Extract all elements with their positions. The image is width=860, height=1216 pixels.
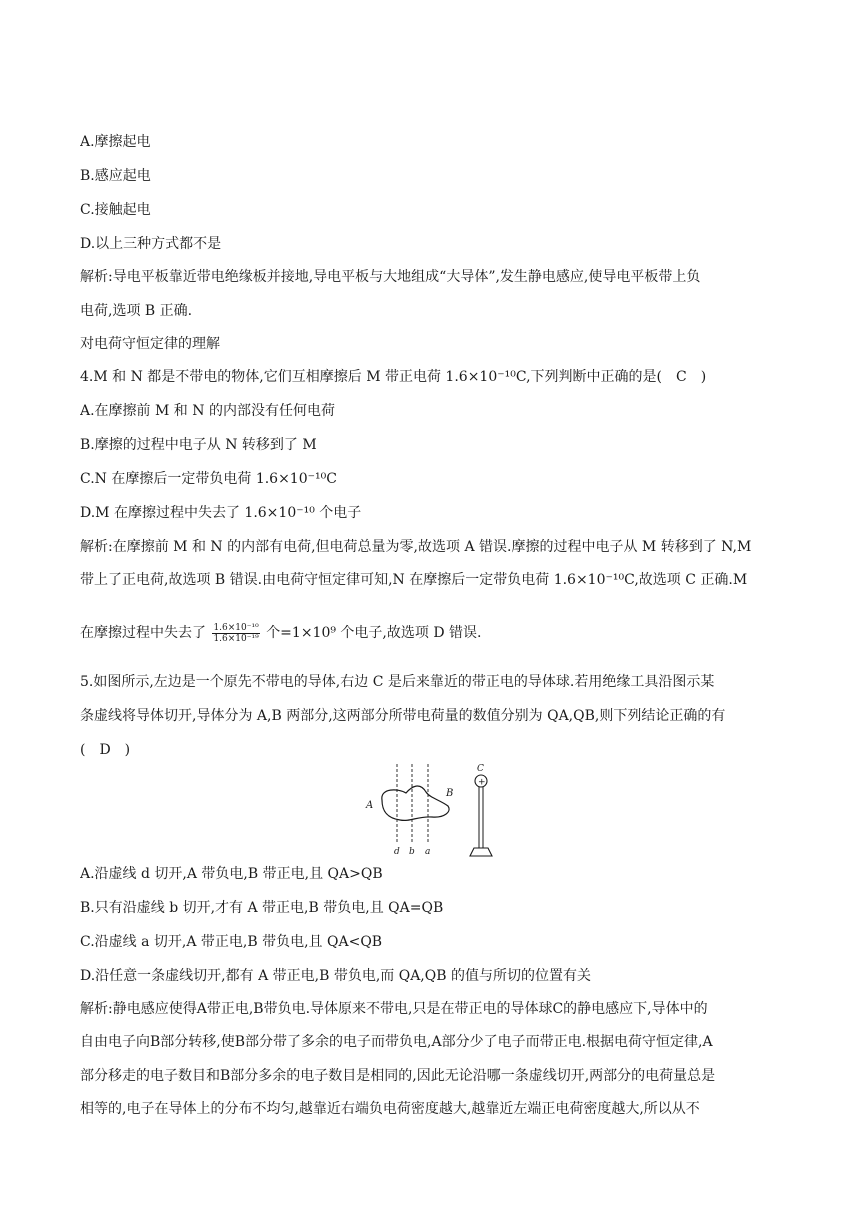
q3-analysis-line: 解析:导电平板靠近带电绝缘板并接地,导电平板与大地组成“大导体”,发生静电感应,使导电平板带上负 (80, 269, 701, 285)
q5-stem-answer: ( D ) (80, 742, 131, 758)
q5-option-a: A.沿虚线 d 切开,A 带负电,B 带正电,且 QA>QB (80, 866, 383, 882)
q4-analysis-line: 解析:在摩擦前 M 和 N 的内部有电荷,但电荷总量为零,故选项 A 错误.摩擦的过程中电子从 M 转移到了 N,M (80, 539, 752, 555)
q5-option-b: B.只有沿虚线 b 切开,才有 A 带正电,B 带负电,且 QA=QB (80, 900, 444, 916)
q3-option-d: D.以上三种方式都不是 (80, 236, 222, 252)
label-c: C (477, 764, 484, 774)
q4-option-a: A.在摩擦前 M 和 N 的内部没有任何电荷 (80, 403, 335, 419)
q4-analysis-text-before: 在摩擦过程中失去了 (80, 625, 206, 641)
q3-option-a: A.摩擦起电 (80, 134, 151, 150)
stand-base (470, 848, 492, 856)
section-title: 对电荷守恒定律的理解 (80, 336, 220, 352)
q4-analysis-line: 带上了正电荷,故选项 B 错误.由电荷守恒定律可知,N 在摩擦后一定带负电荷 1.6×10⁻¹⁰C,故选项 C 正确.M (80, 572, 748, 588)
label-dashed-d: d (394, 847, 400, 857)
q5-analysis-line: 部分移走的电子数目和B部分多余的电子数目是相同的,因此无论沿哪一条虚线切开,两部分的电荷量总是 (80, 1068, 716, 1084)
q5-option-c: C.沿虚线 a 切开,A 带正电,B 带负电,且 QA<QB (80, 934, 383, 950)
q4-stem: 4.M 和 N 都是不带电的物体,它们互相摩擦后 M 带正电荷 1.6×10⁻¹⁰C,下列判断中正确的是( C ) (80, 369, 707, 385)
conductor-diagram (360, 762, 500, 862)
fraction-numerator: 1.6×10⁻¹⁰ (213, 622, 259, 633)
q4-option-b: B.摩擦的过程中电子从 N 转移到了 M (80, 437, 317, 453)
conductor-outline (382, 786, 449, 820)
q3-option-c: C.接触起电 (80, 202, 151, 218)
q5-analysis-line: 相等的,电子在导体上的分布不均匀,越靠近右端负电荷密度越大,越靠近左端正电荷密度越大,所以从不 (80, 1101, 700, 1117)
fraction-denominator: 1.6×10⁻¹⁹ (213, 633, 259, 644)
q5-option-d: D.沿任意一条虚线切开,都有 A 带正电,B 带负电,而 QA,QB 的值与所切的位置有关 (80, 968, 591, 984)
label-dashed-a: a (425, 847, 431, 857)
q4-option-d: D.M 在摩擦过程中失去了 1.6×10⁻¹⁰ 个电子 (80, 505, 362, 521)
q5-analysis-line: 解析:静电感应使得A带正电,B带负电.导体原来不带电,只是在带正电的导体球C的静电感应下,导体中的 (80, 1001, 708, 1017)
q4-analysis-last-line (80, 618, 792, 648)
q4-option-c: C.N 在摩擦后一定带负电荷 1.6×10⁻¹⁰C (80, 471, 337, 487)
label-dashed-b: b (409, 847, 415, 857)
q3-option-b: B.感应起电 (80, 168, 151, 184)
label-a: A (366, 800, 374, 811)
fraction (212, 623, 259, 644)
plus-sign: + (478, 777, 486, 788)
q5-stem-line: 5.如图所示,左边是一个原先不带电的导体,右边 C 是后来靠近的带正电的导体球.若用绝缘工具沿图示某 (80, 674, 715, 690)
q5-analysis-line: 自由电子向B部分转移,使B部分带了多余的电子而带负电,A部分少了电子而带正电.根据电荷守恒定律,A (80, 1034, 713, 1050)
label-b: B (446, 788, 454, 799)
q3-analysis-line: 电荷,选项 B 正确. (80, 303, 193, 319)
q4-analysis-text-after: 个=1×10⁹ 个电子,故选项 D 错误. (266, 625, 482, 641)
q5-stem-line: 条虚线将导体切开,导体分为 A,B 两部分,这两部分所带电荷量的数值分别为 QA,QB,则下列结论正确的有 (80, 708, 726, 724)
